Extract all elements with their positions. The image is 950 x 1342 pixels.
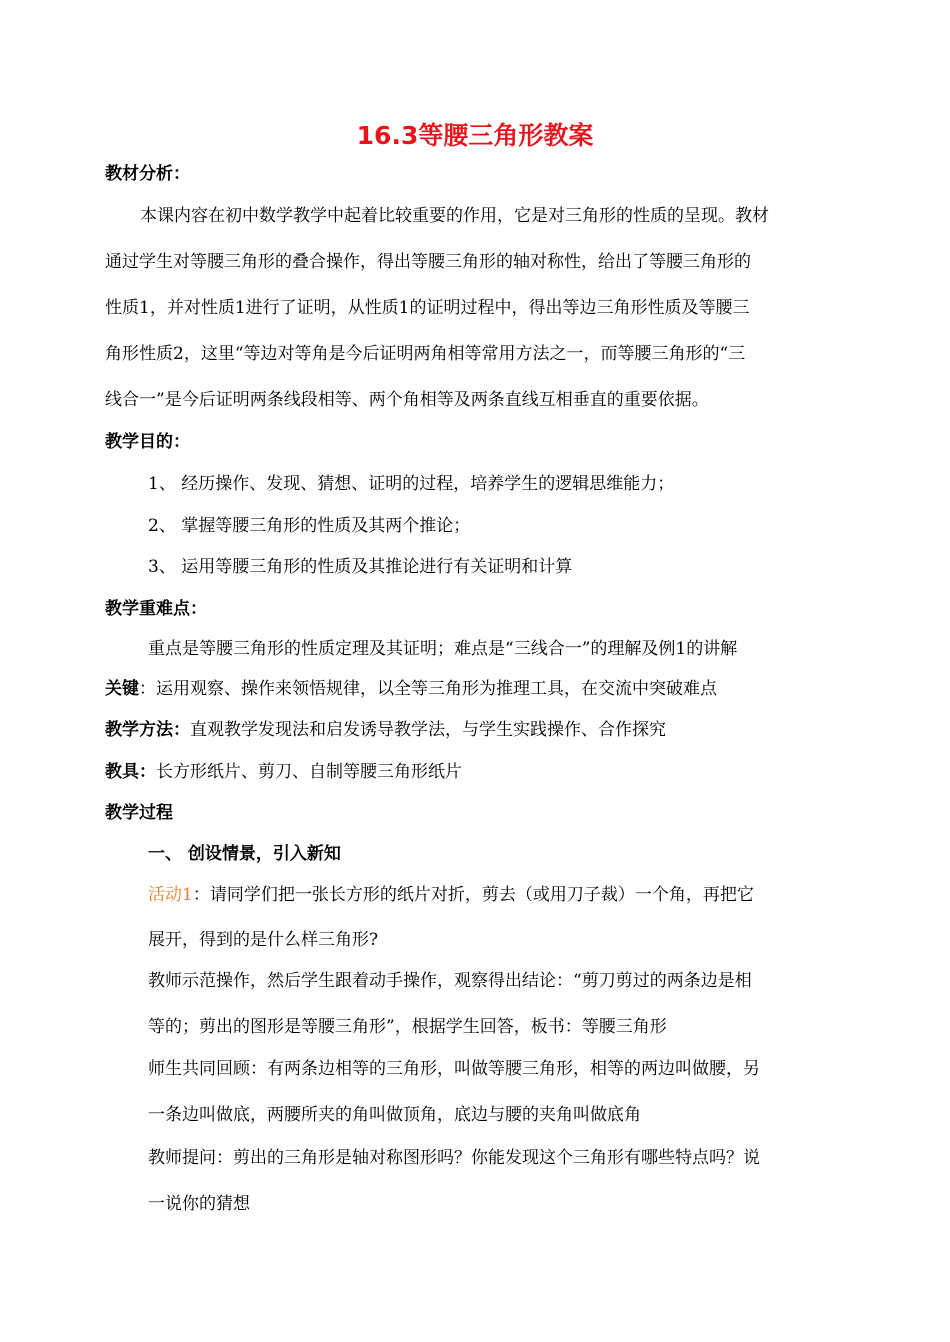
key-line [105, 678, 717, 700]
key-label: 关键 [105, 679, 139, 699]
goal-item-2: 2、 掌握等腰三角形的性质及其两个推论； [148, 516, 471, 536]
review-line-2: 一条边叫做底，两腰所夹的角叫做顶角，底边与腰的夹角叫做底角 [148, 1105, 641, 1125]
analysis-line-2: 通过学生对等腰三角形的叠合操作，得出等腰三角形的轴对称性，给出了等腰三角形的 [105, 252, 751, 272]
goal-item-1: 1、 经历操作、发现、猜想、证明的过程，培养学生的逻辑思维能力； [148, 474, 675, 494]
heading-analysis: 教材分析： [105, 164, 190, 184]
activity-text: ：请同学们把一张长方形的纸片对折，剪去（或用刀子裁）一个角，再把它 [192, 885, 754, 905]
heading-key-points: 教学重难点： [105, 599, 207, 619]
question-line-2: 一说你的猜想 [148, 1194, 250, 1214]
analysis-line-1: 本课内容在初中数学教学中起着比较重要的作用，它是对三角形的性质的呈现。教材 [140, 206, 769, 226]
tools-label: 教具： [105, 762, 156, 782]
analysis-line-5: 线合一”是今后证明两条线段相等、两个角相等及两条直线互相垂直的重要依据。 [105, 390, 709, 410]
heading-process: 教学过程 [105, 803, 173, 823]
goal-item-3: 3、 运用等腰三角形的性质及其推论进行有关证明和计算 [148, 557, 573, 577]
method-line [105, 719, 666, 741]
page-title: 16.3等腰三角形教案 [356, 121, 594, 150]
analysis-line-4: 角形性质2，这里“等边对等角是今后证明两角相等常用方法之一，而等腰三角形的“三 [105, 344, 746, 364]
demo-line-2: 等的；剪出的图形是等腰三角形”，根据学生回答，板书：等腰三角形 [148, 1017, 667, 1037]
analysis-line-3: 性质1，并对性质1进行了证明，从性质1的证明过程中，得出等边三角形性质及等腰三 [105, 298, 750, 318]
review-line-1: 师生共同回顾：有两条边相等的三角形，叫做等腰三角形，相等的两边叫做腰，另 [148, 1059, 760, 1079]
heading-goals: 教学目的： [105, 432, 190, 452]
key-points-line: 重点是等腰三角形的性质定理及其证明；难点是“三线合一”的理解及例1的讲解 [148, 639, 738, 659]
process-subheading-1: 一、 创设情景，引入新知 [148, 844, 341, 864]
activity-line-2: 展开，得到的是什么样三角形? [148, 930, 379, 950]
question-line-1: 教师提问：剪出的三角形是轴对称图形吗？你能发现这个三角形有哪些特点吗？说 [148, 1148, 760, 1168]
method-label: 教学方法： [105, 720, 190, 740]
key-text: ：运用观察、操作来领悟规律，以全等三角形为推理工具，在交流中突破难点 [139, 679, 717, 699]
tools-line [105, 761, 462, 783]
activity-line-1 [148, 884, 754, 906]
tools-text: 长方形纸片、剪刀、自制等腰三角形纸片 [156, 762, 462, 782]
activity-label: 活动1 [148, 885, 193, 905]
method-text: 直观教学发现法和启发诱导教学法，与学生实践操作、合作探究 [190, 720, 666, 740]
demo-line-1: 教师示范操作，然后学生跟着动手操作，观察得出结论：“剪刀剪过的两条边是相 [148, 971, 752, 991]
